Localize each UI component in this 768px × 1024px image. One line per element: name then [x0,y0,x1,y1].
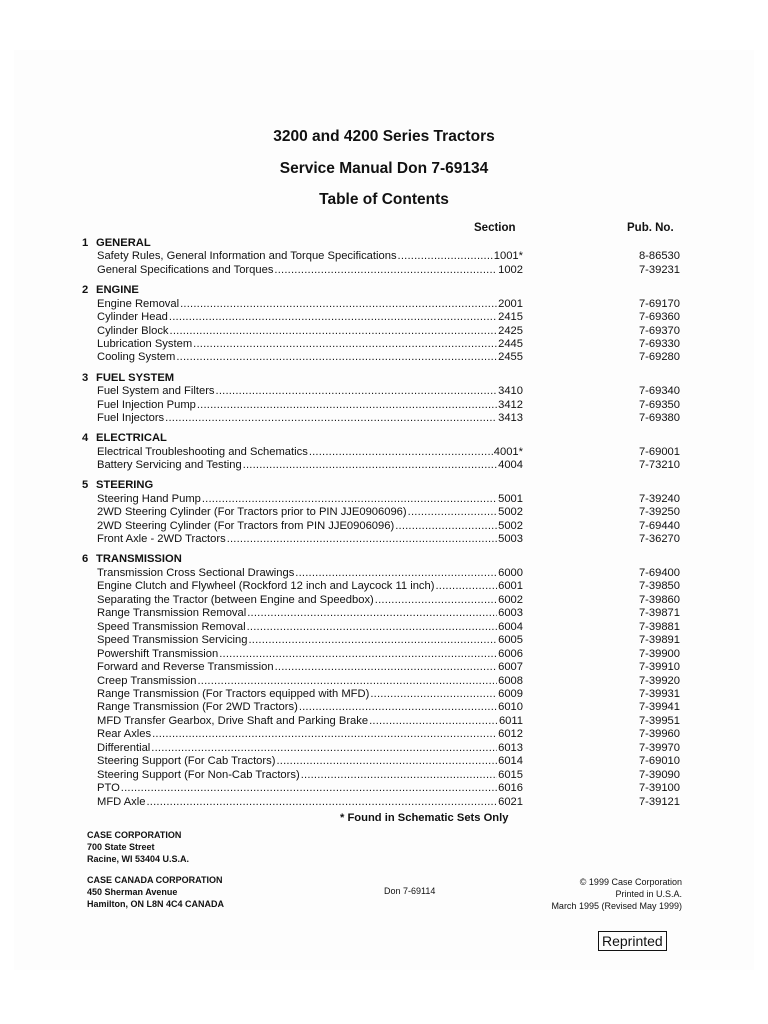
toc-entry-title: Speed Transmission Removal [97,620,246,633]
toc-row [0,399,768,413]
section-code: 5003 [498,533,523,546]
pub-number: 7-39910 [638,661,680,674]
toc-entry-title: Front Axle - 2WD Tractors [97,533,226,546]
dot-leader [147,796,498,808]
pub-number: 7-39920 [638,674,680,687]
section-name: GENERAL [96,237,151,249]
toc-row [0,311,768,325]
toc-row [0,782,768,796]
toc-entry-title: 2WD Steering Cylinder (For Tractors from PIN JJE0906096) [97,519,395,532]
pub-number: 7-39900 [638,647,680,660]
section-code: 5002 [498,506,523,519]
dot-leader [219,648,497,660]
dot-leader [295,567,497,579]
section-code: 3410 [498,385,523,398]
pub-number: 7-39951 [638,714,680,727]
pub-number: 7-69380 [638,412,680,424]
toc-entry-title: Fuel System and Filters [97,385,215,398]
toc-entry-title: Range Transmission (For Tractors equipped with MFD) [97,687,370,700]
dot-leader [395,520,497,532]
section-code: 6000 [498,566,523,579]
doc-subtitle: Service Manual Don 7-69134 [279,160,489,177]
section-code: 2455 [498,351,523,364]
section-code: 6002 [498,593,523,606]
company-street: 450 Sherman Avenue [87,887,178,897]
section-heading [82,553,182,565]
doc-title: 3200 and 4200 Series Tractors [273,128,495,145]
dot-leader [408,506,497,518]
dot-leader [197,399,497,411]
pub-number: 7-39240 [638,492,680,505]
company-name: CASE CANADA CORPORATION [87,875,223,885]
section-code: 6016 [498,782,523,795]
toc-entry-title: Fuel Injectors [97,412,165,424]
toc-entry-title: Steering Support (For Non-Cab Tractors) [97,768,300,781]
toc-row [0,728,768,742]
toc-entry-title: Rear Axles [97,728,152,741]
toc-row [0,385,768,399]
section-name: ENGINE [96,284,139,297]
dot-leader [369,715,498,727]
company-city: Racine, WI 53404 U.S.A. [87,854,190,864]
document-code: Don 7-69114 [384,886,436,896]
toc-row [0,769,768,783]
toc-entry-title: Engine Removal [97,297,180,310]
copyright-block [551,876,682,912]
section-code: 2445 [498,337,523,350]
dot-leader [121,782,497,794]
section-name: STEERING [96,479,154,492]
pub-number: 7-39960 [638,728,680,741]
dot-leader [152,728,497,740]
toc-entry-title: Separating the Tractor (between Engine and Speedbox) [97,593,374,606]
section-code: 5001 [498,492,523,505]
toc-entry-title: Cooling System [97,351,176,364]
toc-entry-title: Steering Support (For Cab Tractors) [97,755,276,768]
section-code: 6005 [498,634,523,647]
toc-row [0,533,768,547]
dot-leader [193,338,497,350]
pub-number: 7-39931 [638,687,680,700]
toc-row [0,493,768,507]
toc-row [0,755,768,769]
toc-entry-title: Safety Rules, General Information and Torque Specifications [97,250,397,263]
toc-entry-title: Battery Servicing and Testing [97,459,242,472]
toc-row [0,459,768,473]
toc-entry-title: Transmission Cross Sectional Drawings [97,566,295,579]
pub-number: 7-39231 [638,263,680,276]
section-heading [82,479,153,491]
dot-leader [309,446,493,458]
section-code: 6013 [498,741,523,754]
pub-number: 7-39121 [638,795,680,808]
printed-line: Printed in U.S.A. [615,889,682,899]
pub-number: 7-69340 [638,385,680,398]
dot-leader [375,594,497,606]
section-number: 3 [82,371,89,384]
toc-entry-title: Powershift Transmission [97,647,219,660]
pub-number: 7-69400 [638,566,680,579]
pub-number: 7-69440 [638,519,680,532]
toc-entry-title: Creep Transmission [97,674,197,687]
toc-row [0,250,768,264]
dot-leader [275,661,498,673]
section-code: 1001* [493,250,523,263]
section-code: 6008 [498,674,523,687]
dot-leader [170,325,498,337]
toc-row [0,796,768,810]
section-code: 3413 [498,412,523,424]
pub-number: 7-39250 [638,506,680,519]
dot-leader [276,755,497,767]
reprinted-stamp: Reprinted [598,931,667,951]
section-heading [82,284,139,296]
pub-number: 7-39850 [638,580,680,593]
dot-leader [165,412,497,424]
toc-entry-title: Cylinder Head [97,311,168,324]
pub-number: 7-73210 [638,459,680,472]
dot-leader [435,580,497,592]
toc-row [0,412,768,426]
toc-entry-title: 2WD Steering Cylinder (For Tractors prior to PIN JJE0906096) [97,506,407,519]
section-code: 2425 [498,324,523,337]
toc-entry-title: PTO [97,782,120,795]
toc-row [0,675,768,689]
dot-leader [176,351,497,363]
date-line: March 1995 (Revised May 1999) [551,901,682,911]
toc-row [0,715,768,729]
toc-entry-title: Engine Clutch and Flywheel (Rockford 12 inch and Laycock 11 inch) [97,580,435,593]
toc-entry-title: Speed Transmission Servicing [97,634,248,647]
toc-row [0,506,768,520]
toc-entry-title: Electrical Troubleshooting and Schematics [97,445,308,458]
pub-number: 7-69370 [638,324,680,337]
pub-number: 7-39941 [638,701,680,714]
dot-leader [274,264,497,276]
pub-number: 8-86530 [638,250,680,263]
dot-leader [151,742,497,754]
schematic-footnote: * Found in Schematic Sets Only [340,812,509,824]
section-code: 6003 [498,607,523,620]
toc-row [0,298,768,312]
dot-leader [398,250,493,262]
dot-leader [197,675,497,687]
pub-number: 7-69350 [638,398,680,411]
dot-leader [299,701,497,713]
pub-number: 7-69360 [638,311,680,324]
dot-leader [370,688,497,700]
dot-leader [247,621,497,633]
pub-number: 7-69170 [638,297,680,310]
section-name: FUEL SYSTEM [96,371,175,384]
dot-leader [247,607,497,619]
section-name: TRANSMISSION [96,553,182,566]
section-number: 4 [82,432,89,445]
dot-leader [202,493,497,505]
section-heading [82,432,167,444]
pub-number: 7-39860 [638,593,680,606]
pub-number: 7-39871 [638,607,680,620]
dot-leader [169,311,497,323]
toc-row [0,446,768,460]
dot-leader [301,769,497,781]
company-name: CASE CORPORATION [87,830,182,840]
section-code: 4001* [493,445,523,458]
pub-number: 7-39100 [638,782,680,795]
case-canada-address [87,874,224,910]
copyright-line: © 1999 Case Corporation [579,877,682,887]
toc-row [0,325,768,339]
toc-row [0,567,768,581]
section-column-header: Section [474,222,516,234]
toc-heading: Table of Contents [319,191,449,208]
pub-number: 7-39090 [638,768,680,781]
toc-row [0,338,768,352]
dot-leader [248,634,497,646]
toc-entry-title: General Specifications and Torques [97,263,274,276]
toc-row [0,580,768,594]
pub-number: 7-69330 [638,337,680,350]
toc-row [0,688,768,702]
section-number: 6 [82,553,89,566]
toc-entry-title: Forward and Reverse Transmission [97,661,274,674]
pub-number: 7-36270 [638,533,680,546]
company-street: 700 State Street [87,842,155,852]
section-name: ELECTRICAL [96,432,167,445]
section-code: 6004 [498,620,523,633]
toc-entry-title: Range Transmission (For 2WD Tractors) [97,701,298,714]
toc-row [0,520,768,534]
section-code: 6012 [498,728,523,741]
toc-row [0,701,768,715]
toc-row [0,648,768,662]
dot-leader [227,533,497,545]
company-city: Hamilton, ON L8N 4C4 CANADA [87,899,225,909]
toc-entry-title: Lubrication System [97,337,193,350]
section-code: 6010 [498,701,523,714]
toc-row [0,351,768,365]
section-code: 6001 [498,580,523,593]
case-corporation-address [87,829,189,865]
section-heading [82,372,174,384]
toc-row [0,661,768,675]
toc-row [0,594,768,608]
section-code: 3412 [498,398,523,411]
toc-row [0,634,768,648]
section-code: 6009 [498,687,523,700]
section-code: 1002 [498,263,523,276]
section-code: 2415 [498,311,523,324]
toc-row [0,264,768,278]
pub-number: 7-69001 [638,445,680,458]
toc-row [0,621,768,635]
section-number: 2 [82,284,89,297]
toc-entry-title: MFD Transfer Gearbox, Drive Shaft and Parking Brake [97,714,369,727]
dot-leader [180,298,497,310]
section-code: 6011 [498,714,523,727]
pub-number: 7-69010 [638,755,680,768]
section-number: 5 [82,479,89,492]
toc-entry-title: Differential [97,741,151,754]
section-code: 6015 [498,768,523,781]
section-code: 6021 [498,795,523,808]
section-number: 1 [82,237,89,249]
pub-number: 7-39881 [638,620,680,633]
toc-entry-title: Steering Hand Pump [97,492,201,505]
section-code: 6007 [498,661,523,674]
pub-column-header: Pub. No. [627,222,674,234]
toc-entry-title: Range Transmission Removal [97,607,247,620]
toc-entry-title: MFD Axle [97,795,146,808]
section-code: 6014 [498,755,523,768]
section-code: 6006 [498,647,523,660]
section-code: 5002 [498,519,523,532]
section-heading [82,237,151,249]
pub-number: 7-69280 [638,351,680,364]
toc-row [0,742,768,756]
toc-entry-title: Cylinder Block [97,324,169,337]
pub-number: 7-39891 [638,634,680,647]
dot-leader [243,459,497,471]
toc-entry-title: Fuel Injection Pump [97,398,196,411]
section-code: 4004 [498,459,523,472]
pub-number: 7-39970 [638,741,680,754]
toc-row [0,607,768,621]
dot-leader [216,385,498,397]
section-code: 2001 [498,297,523,310]
